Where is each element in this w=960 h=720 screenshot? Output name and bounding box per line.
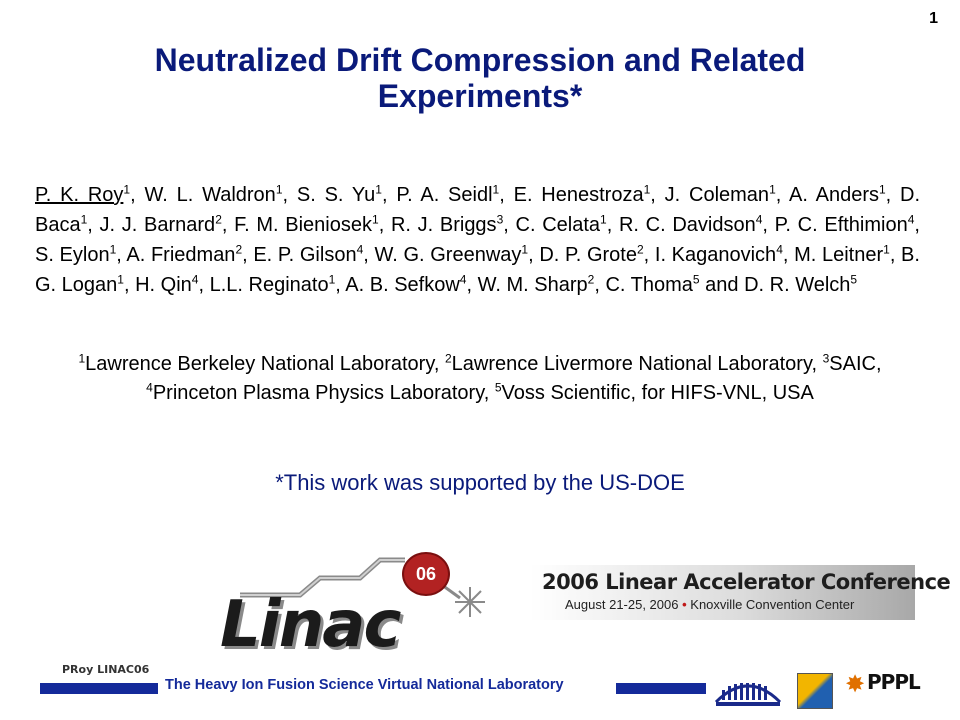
author-name: J. J. Barnard (99, 214, 216, 236)
pppl-wordmark: PPPL (867, 670, 920, 694)
author-affiliation-mark: 1 (109, 242, 117, 257)
author-affiliation-mark: 1 (769, 182, 776, 197)
affiliation-mark: 3 (822, 351, 830, 366)
author-affiliation-mark: 1 (643, 182, 651, 197)
author-affiliation-mark: 1 (883, 242, 890, 257)
author-affiliation-mark: 2 (215, 212, 222, 227)
title-line-1: Neutralized Drift Compression and Related (154, 42, 806, 78)
year-badge: 06 (402, 552, 450, 596)
author-affiliation-mark: 1 (80, 212, 88, 227)
pppl-logo (845, 670, 925, 712)
author-affiliation-mark: 1 (375, 182, 382, 197)
author-name: H. Qin (135, 274, 192, 296)
author-tag: PRoy LINAC06 (62, 663, 150, 676)
author-name: P. A. Seidl (396, 184, 493, 206)
author-name: S. Eylon (35, 244, 110, 266)
author-affiliation-mark: 1 (492, 182, 500, 197)
author-name: S. S. Yu (296, 184, 376, 206)
footer-bar-right (616, 683, 706, 694)
affiliation-name: Voss Scientific, for HIFS-VNL, USA (501, 382, 814, 404)
author-affiliation-mark: 4 (755, 212, 763, 227)
author-name: D. Baca (35, 184, 921, 236)
slide-number: 1 (929, 10, 938, 27)
affiliation-name: Princeton Plasma Physics Laboratory, (152, 382, 495, 404)
conference-banner (530, 565, 951, 620)
author-affiliation-mark: 1 (372, 212, 379, 227)
conference-dates-venue (565, 597, 854, 612)
author-name: B. G. Logan (35, 244, 920, 296)
author-name: I. Kaganovich (654, 244, 777, 266)
support-note: *This work was supported by the US-DOE (275, 470, 685, 495)
author-affiliation-mark: 1 (117, 272, 124, 287)
affiliation-name: Lawrence Berkeley National Laboratory, (85, 353, 445, 375)
author-affiliation-mark: 4 (356, 242, 364, 257)
author-affiliation-mark: 2 (587, 272, 595, 287)
author-affiliation-mark: 5 (692, 272, 700, 287)
linac-conference-logo (210, 540, 510, 660)
author-name: P. C. Efthimion (774, 214, 908, 236)
footer-text: The Heavy Ion Fusion Science Virtual National Laboratory (165, 677, 564, 693)
author-affiliation-mark: 1 (275, 182, 283, 197)
author-affiliation-mark: 1 (328, 272, 336, 287)
author-affiliation-mark: 4 (907, 212, 915, 227)
author-name: D. R. Welch (744, 274, 851, 296)
author-affiliation-mark: 2 (235, 242, 243, 257)
author-name: C. Celata (515, 214, 601, 236)
affiliation-list (60, 350, 900, 408)
author-affiliation-mark: 1 (878, 182, 886, 197)
berkeley-lab-logo (712, 668, 784, 708)
author-affiliation-mark: 1 (521, 242, 529, 257)
author-name: A. B. Sefkow (345, 274, 460, 296)
author-name: W. L. Waldron (144, 184, 276, 206)
author-name: W. G. Greenway (374, 244, 522, 266)
author-name: R. J. Briggs (390, 214, 497, 236)
author-name: E. Henestroza (513, 184, 644, 206)
affiliation-name: Lawrence Livermore National Laboratory, (451, 353, 823, 375)
author-name: R. C. Davidson (618, 214, 756, 236)
author-name: C. Thoma (605, 274, 693, 296)
author-affiliation-mark: 4 (459, 272, 467, 287)
author-affiliation-mark: 1 (600, 212, 607, 227)
author-name: J. Coleman (664, 184, 770, 206)
linac-wordmark: Linac (220, 588, 400, 662)
title-line-2: Experiments* (377, 78, 583, 114)
author-name: A. Anders (789, 184, 879, 206)
author-name: M. Leitner (794, 244, 884, 266)
author-affiliation-mark: 4 (191, 272, 199, 287)
author-name: L.L. Reginato (209, 274, 329, 296)
author-name: F. M. Bieniosek (234, 214, 372, 236)
author-name: W. M. Sharp (477, 274, 588, 296)
author-name: E. P. Gilson (253, 244, 357, 266)
author-name: P. K. Roy (35, 184, 124, 206)
bullet-icon: • (682, 597, 691, 612)
affiliation-mark: 2 (444, 351, 452, 366)
slide-title (60, 42, 900, 114)
author-affiliation-mark: 2 (636, 242, 644, 257)
llnl-logo (797, 673, 833, 709)
affiliation-mark: 5 (494, 380, 502, 395)
footer-bar-left (40, 683, 158, 694)
conference-name: 2006 Linear Accelerator Conference (542, 570, 951, 594)
author-list: P. K. Roy$^1$, W. L. Waldron$^1$, S. S. Yu$^1$, P. A. Seidl$^1$, E. Henestroza$^1$, J. Coleman$^1$, A. Anders$^1$, D. Baca$^1$, J. J. Barnard$^2$, F. M. Bieniosek$^1$, R. J. Briggs$^3$, C. Celata$^1$, R. C. Davidson$^4$, P. C. Efthimion$^4$, S. Eylon$^1$, A. Friedman$^2$, E. P. Gilson$^4$, W. G. Greenway$^1$, D. P. Grote$^2$, I. Kaganovich$^4$, M. Leitner$^1$, B. G. Logan$^1$, H. Qin$^4$, L.L. Reginato$^1$, A. B. Sefkow$^4$, W. M. Sharp$^2$, C. Thoma$^5$ and D. R. Welch$^5$ (35, 182, 921, 296)
starburst-icon: ✸ (845, 671, 866, 698)
author-affiliation-mark: 4 (776, 242, 783, 257)
affiliation-mark: 1 (78, 351, 86, 366)
conference-dates: August 21-25, 2006 (565, 597, 679, 612)
conference-venue: Knoxville Convention Center (690, 597, 855, 612)
author-affiliation-mark: 5 (850, 272, 858, 287)
author-affiliation-mark: 1 (123, 182, 131, 197)
affiliation-mark: 4 (146, 380, 153, 395)
author-name: D. P. Grote (539, 244, 637, 266)
affiliation-name: SAIC, (829, 353, 882, 375)
author-name: A. Friedman (126, 244, 236, 266)
author-affiliation-mark: 3 (496, 212, 504, 227)
